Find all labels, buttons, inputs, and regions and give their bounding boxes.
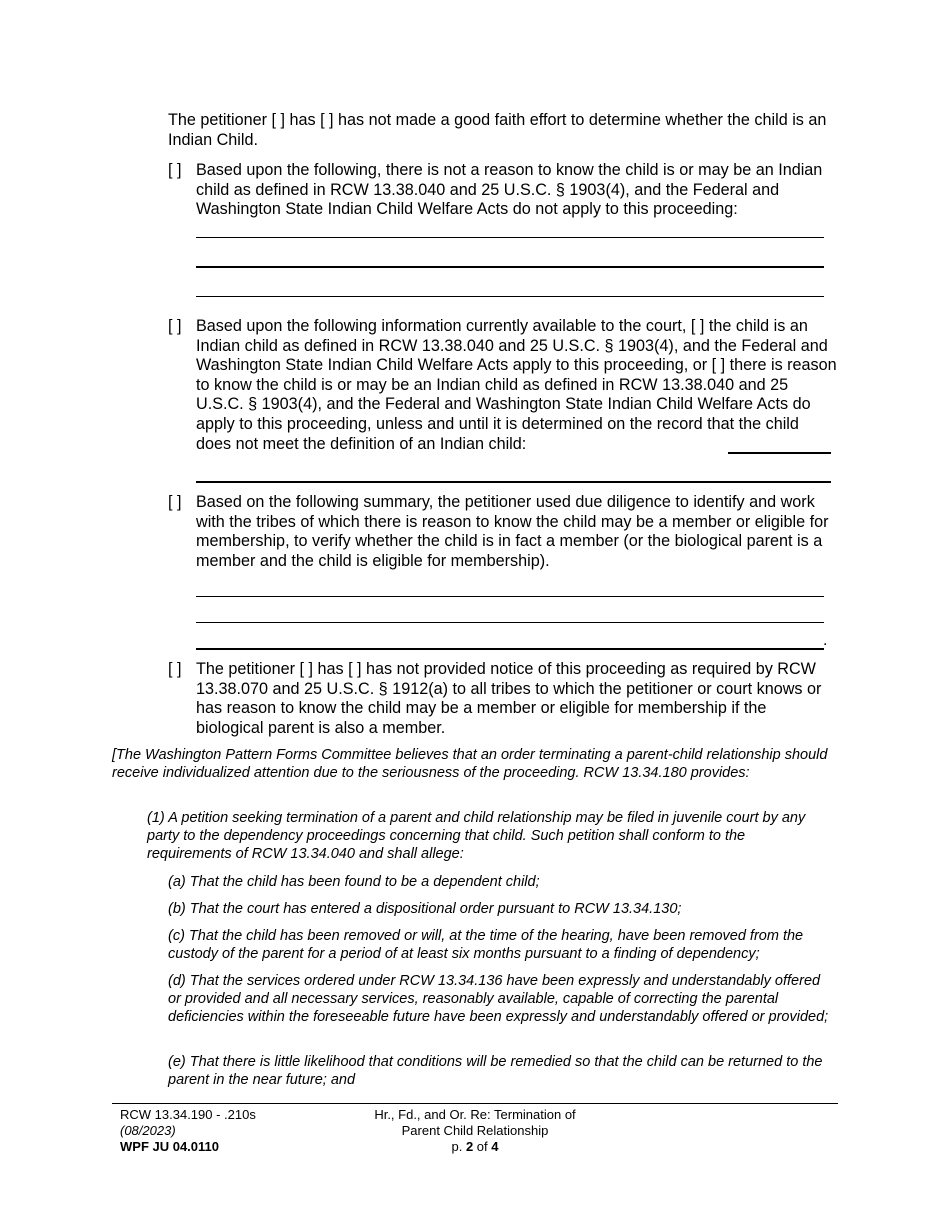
finding-item-due-diligence (168, 493, 838, 571)
statute-subitem-b: (b) That the court has entered a dispositional order pursuant to RCW 13.34.130; (168, 901, 682, 917)
footer-title-line1: Hr., Fd., and Or. Re: Termination of (374, 1107, 576, 1122)
statute-subitem-a: (a) That the child has been found to be a dependent child; (168, 874, 540, 890)
page-prefix: p. (451, 1139, 466, 1154)
fill-in-line[interactable] (196, 237, 824, 238)
item-text: Based on the following summary, the petitioner used due diligence to identify and work with the tribes of which there is reason to know the child may be a member or eligible for membership, to verify whether the child is in fact a member (or the biological parent is a member and the child is eligible for membership). (196, 493, 829, 570)
statute-subitem-d: (d) That the services ordered under RCW 13.34.136 have been expressly and understandably offered or provided and all necessary services, reasonably available, capable of correcting the parental deficiencies within the foreseeable future have been expressly and understandably offered or provided; (168, 973, 829, 1025)
footer-date: (08/2023) (120, 1123, 176, 1138)
footer-divider (112, 1103, 838, 1104)
item-text: Based upon the following information currently available to the court, [ ] the child is an Indian child as defined in RCW 13.38.040 and 25 U.S.C. § 1903(4), and the Federal and Washington State Indian Child Welfare Acts apply to this proceeding, or [ ] there is reason to know the child is or may be an Indian child as defined in RCW 13.38.040 and 25 U.S.C. § 1903(4), and the Federal and Washington State Indian Child Welfare Acts do apply to this proceeding, unless and until it is determined on the record that the child does not meet the definition of an Indian child: (196, 317, 837, 453)
fill-in-line[interactable] (728, 452, 831, 454)
fill-in-line[interactable] (196, 648, 824, 650)
finding-item-notice (168, 660, 838, 738)
fill-in-line[interactable] (196, 622, 824, 623)
footer-rcw: RCW 13.34.190 - .210s (120, 1107, 256, 1122)
statute-subitem-c: (c) That the child has been removed or will, at the time of the hearing, have been removed from the custody of the parent for a period of at least six months pursuant to a finding of dependency; (168, 928, 804, 962)
fill-in-line[interactable] (196, 296, 824, 297)
item-text: Based upon the following, there is not a reason to know the child is or may be an Indian child as defined in RCW 13.38.040 and 25 U.S.C. § 1903(4), and the Federal and Washington State Indian Child Welfare Acts do not apply to this proceeding: (196, 161, 823, 219)
committee-note: [The Washington Pattern Forms Committee believes that an order terminating a parent-child relationship should receive individualized attention due to the seriousness of the proceeding. RCW 13.34.180 provides: (112, 747, 828, 781)
intro-paragraph: The petitioner [ ] has [ ] has not made a good faith effort to determine whether the child is an Indian Child. (168, 111, 827, 149)
statute-subitem-e: (e) That there is little likelihood that conditions will be remedied so that the child can be returned to the parent in the near future; and (168, 1054, 823, 1088)
page-total: 4 (491, 1139, 499, 1154)
footer-page-number (330, 1139, 620, 1155)
fill-in-line[interactable] (196, 481, 831, 483)
page-current: 2 (465, 1139, 474, 1154)
finding-item-not-indian (168, 161, 838, 220)
footer-left (120, 1107, 256, 1155)
checkbox[interactable]: [ ] (168, 660, 182, 678)
footer-center (330, 1107, 620, 1155)
footer-title-line2: Parent Child Relationship (401, 1123, 549, 1138)
checkbox[interactable]: [ ] (168, 493, 182, 511)
item-text: The petitioner [ ] has [ ] has not provided notice of this proceeding as required by RCW 13.38.070 and 25 U.S.C. § 1912(a) to all tribes to which the petitioner or court knows or has reason to know the child may be a member or eligible for membership if the biological parent is also a member. (196, 660, 822, 737)
footer-form-id: WPF JU 04.0110 (120, 1139, 219, 1154)
fill-in-line[interactable] (196, 266, 824, 268)
page-of: of (473, 1139, 492, 1154)
checkbox[interactable]: [ ] (168, 317, 182, 335)
fill-in-line[interactable] (196, 596, 824, 597)
line-period: . (823, 632, 828, 649)
checkbox[interactable]: [ ] (168, 161, 182, 179)
statute-quote: (1) A petition seeking termination of a parent and child relationship may be filed in juvenile court by any party to the dependency proceedings concerning that child. Such petition shall conform to the requirements of RCW 13.34.040 and shall allege: (147, 810, 806, 862)
finding-item-indian-child (168, 317, 838, 454)
